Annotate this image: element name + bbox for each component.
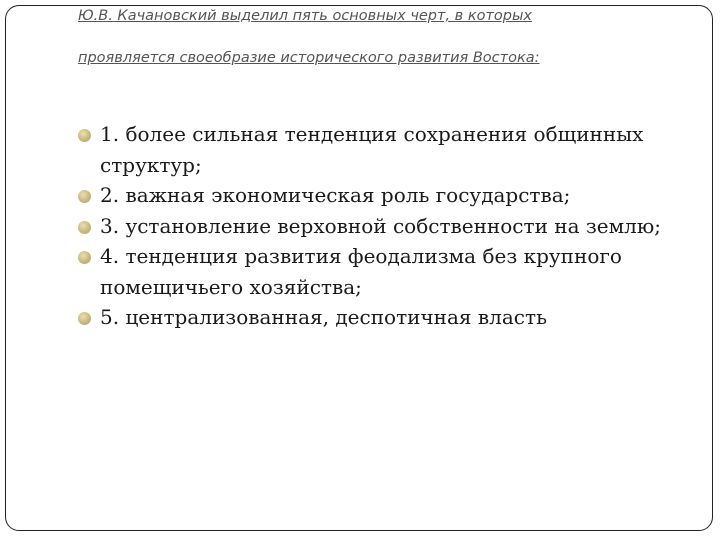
list-item-text: 2. важная экономическая роль государства; [100,183,571,207]
title-line-1: Ю.В. Качановский выделил пять основных черт, в которых [78,8,533,24]
list-item [78,180,688,211]
list-item-text: 5. централизованная, деспотичная власть [100,305,547,329]
list-item-text: 4. тенденция развития феодализма без крупного помещичьего хозяйства; [100,244,622,299]
list-item [78,211,688,242]
list-item [78,241,688,302]
circle-bullet-icon [78,190,91,203]
slide-title [78,6,678,68]
list-item-text: 1. более сильная тенденция сохранения общинных структур; [100,122,644,177]
circle-bullet-icon [78,251,91,264]
circle-bullet-icon [78,221,91,234]
circle-bullet-icon [78,129,91,142]
circle-bullet-icon [78,312,91,325]
feature-list [78,119,688,333]
list-item-text: 3. установление верховной собственности на землю; [100,213,662,238]
title-line-2: проявляется своеобразие исторического развития Востока: [78,50,540,66]
list-item [78,302,688,333]
list-item [78,119,688,180]
